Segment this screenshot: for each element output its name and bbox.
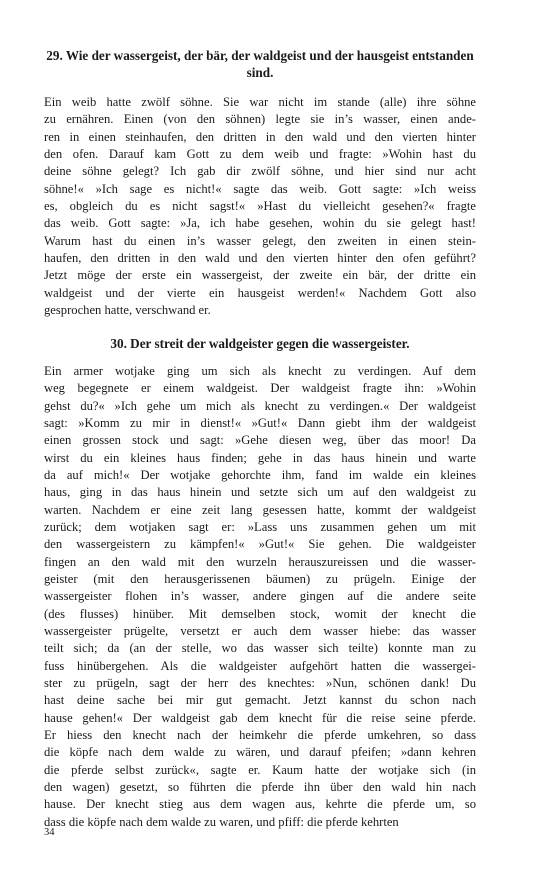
text-line: da auf mich!« Der wotjake gehorchte ihm, fand im walde ein kleines <box>44 467 476 482</box>
text-line: waldgeist und der vierte ein hausgeist werden!« Nachdem Gott also <box>44 285 476 300</box>
story-29-title: 29. Wie der wassergeist, der bär, der waldgeist und der hausgeist entstanden sind. <box>46 48 474 80</box>
text-line: hause gehen!« Der waldgeist gab dem knecht für die reise seine pferde. <box>44 710 476 725</box>
text-line: sagt: »Komm zu mir in dienst!« »Gut!« Dann giebt ihm der waldgeist <box>44 415 476 430</box>
text-line: deine söhne gelegt? Ich gab dir zwölf söhne, und hier sind nur acht <box>44 164 476 179</box>
text-line: (des flusses) hinüber. Mit demselben stock, womit der knecht die <box>44 606 476 621</box>
text-line: weg begegnete er einem waldgeist. Der waldgeist fragte ihn: »Wohin <box>44 381 476 396</box>
text-line: zurück; dem wotjaken sagt er: »Lass uns zusammen gehen um mit <box>44 519 476 534</box>
text-line: gehst du?« »Ich gehe um mich als knecht zu verdingen.« Der waldgeist <box>44 398 476 413</box>
story-30-title: 30. Der streit der waldgeister gegen die wassergeister. <box>110 336 410 351</box>
text-line: Ein armer wotjake ging um sich als knecht zu verdingen. Auf dem <box>44 364 476 378</box>
text-line: Er hiess den knecht nach der heimkehr die pferde umkehren, so dass <box>44 727 476 742</box>
text-line: fuss hinübergehen. Als die waldgeister aufgehört hatten die wassergei- <box>44 658 476 673</box>
text-line: teilt sich; da (an der stelle, wo das wasser sich teilte) konnte man zu <box>44 641 476 656</box>
text-line: Warum hast du einen in’s wasser gelegt, den zweiten in einen stein- <box>44 233 476 248</box>
text-line: warten. Nachdem er eine zeit lang gesessen hatte, kommt der waldgeist <box>44 502 476 517</box>
text-line: wassergeister flohen in’s wasser, andere gingen auf die andere seite <box>44 589 476 604</box>
text-line: fingen an den wald mit den wurzeln herauszureissen und die wasser- <box>44 554 476 569</box>
text-line: die pferde selbst zurück«, sagte er. Kaum hatte der wotjake sich (in <box>44 762 476 777</box>
text-line: söhne!« »Ich sage es nicht!« sagte das weib. Gott sagte: »Ich weiss <box>44 181 476 196</box>
text-line: haus, ging in das haus hinein und setzte sich um auf den waldgeist zu <box>44 485 476 500</box>
text-line: einen grossen stock und sagt: »Gehe diesen weg, über das moor! Da <box>44 433 476 448</box>
text-line: geister (mit den herausgerissenen bäumen) zu prügeln. Einige der <box>44 571 476 586</box>
text-line: hause. Der knecht stieg aus dem wagen aus, kehrte die pferde um, so <box>44 797 476 812</box>
text-line: ren in einen steinhaufen, den dritten in den wald und den vierten hinter <box>44 129 476 144</box>
text-line: den wagen) gesetzt, so führten die pferde ihn über den wald hin nach <box>44 779 476 794</box>
text-line: ster zu prügeln, sagt der herr des knechtes: »Nun, schönen dank! Du <box>44 675 476 690</box>
text-line: haufen, den dritten in den wald und den vierten hinter den ofen geführt? <box>44 250 476 265</box>
text-line: den wassergeistern zu kämpfen!« »Gut!« Sie gehen. Die waldgeister <box>44 537 476 552</box>
text-line: wirst du ein kleines haus finden; gehe in das haus hinein und warte <box>44 450 476 465</box>
text-line: hast deine sache bei mir gut gemacht. Jetzt kannst du schon nach <box>44 693 476 708</box>
text-line: den ofen. Darauf kam Gott zu dem weib und fragte: »Wohin hast du <box>44 146 476 161</box>
text-line: dass die köpfe nach dem walde zu waren, und pfiff: die pferde kehrten <box>44 814 399 829</box>
text-line: Ein weib hatte zwölf söhne. Sie war nicht im stande (alle) ihre söhne <box>44 95 476 109</box>
text-line: wassergeister prügelte, versetzt er auch dem wasser hiebe: das wasser <box>44 623 476 638</box>
text-line: es, obgleich du es nicht sagst!« »Hast du vielleicht gesehen?« fragte <box>44 198 476 213</box>
text-line: gesprochen hatte, verschwand er. <box>44 302 211 317</box>
page-number: 34 <box>44 827 55 838</box>
text-line: das weib. Gott sagte: »Ja, ich habe gesehen, wohin du sie gelegt hast! <box>44 216 476 231</box>
text-line: die köpfe nach dem walde zu wären, und darauf pfeifen; »dann kehren <box>44 745 476 760</box>
text-line: Jetzt möge der erste ein wassergeist, der zweite ein bär, der dritte ein <box>44 268 476 283</box>
text-line: zu ernähren. Einen (von den söhnen) legte sie in’s wasser, einen ande- <box>44 112 476 127</box>
